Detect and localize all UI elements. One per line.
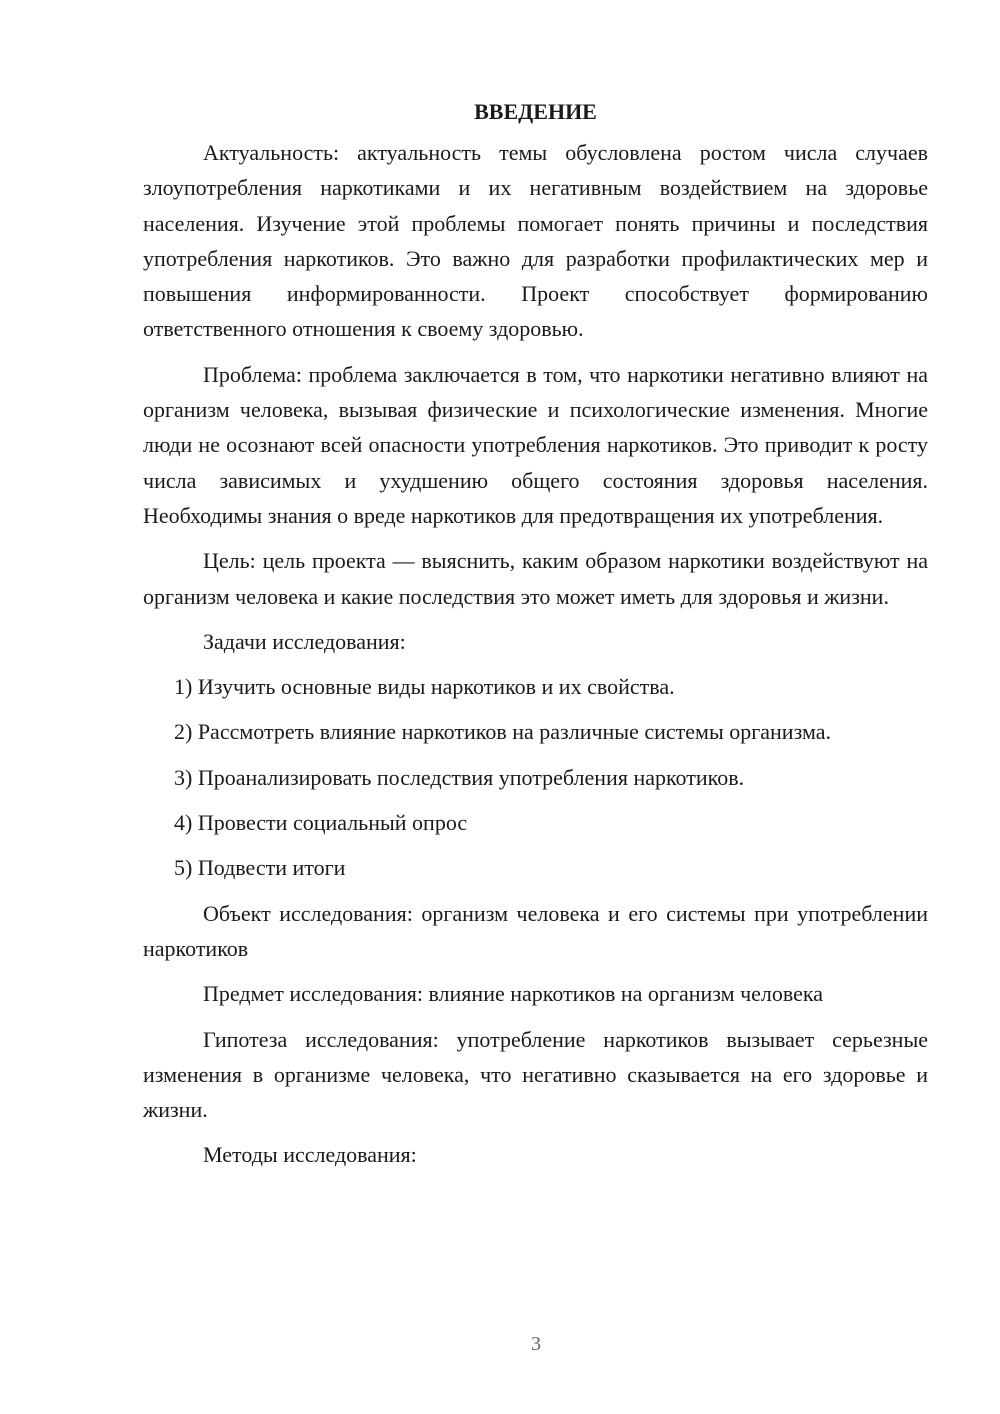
subject-paragraph: Предмет исследования: влияние наркотиков на организм человека xyxy=(203,981,824,1007)
tasks-heading: Задачи исследования: xyxy=(203,628,406,654)
task-list xyxy=(143,669,928,885)
section-title: ВВЕДЕНИЕ xyxy=(474,99,597,124)
hypothesis-paragraph: Гипотеза исследования: употребление наркотиков вызывает серьезные изменения в организме человека, что негативно сказывается на его здоровье и жизни. xyxy=(143,1026,928,1123)
task-item-2: 2) Рассмотреть влияние наркотиков на различные системы организма. xyxy=(174,719,831,745)
page-number: 3 xyxy=(531,1333,541,1355)
task-item-4: 4) Провести социальный опрос xyxy=(174,810,468,836)
task-item-3: 3) Проанализировать последствия употребления наркотиков. xyxy=(174,764,745,790)
task-item-1: 1) Изучить основные виды наркотиков и их свойства. xyxy=(174,674,675,700)
page-content xyxy=(143,94,928,1183)
methods-heading: Методы исследования: xyxy=(203,1142,417,1168)
task-item-5: 5) Подвести итоги xyxy=(174,855,346,881)
object-paragraph: Объект исследования: организм человека и его системы при употреблении наркотиков xyxy=(143,900,928,961)
goal-paragraph: Цель: цель проекта — выяснить, каким образом наркотики воздействуют на организм человека и какие последствия это может иметь для здоровья и жизни. xyxy=(143,548,928,609)
relevance-paragraph: Актуальность: актуальность темы обусловлена ростом числа случаев злоупотребления наркотиками и их негативным воздействием на здоровье населения. Изучение этой проблемы помогает понять причины и последствия употребления наркотиков. Это важно для разработки профилактических мер и повышения информированности. Проект способствует формированию ответственного отношения к своему здоровью. xyxy=(143,140,928,342)
problem-paragraph: Проблема: проблема заключается в том, что наркотики негативно влияют на организм человека, вызывая физические и психологические изменения. Многие люди не осознают всей опасности употребления наркотиков. Это приводит к росту числа зависимых и ухудшению общего состояния здоровья населения. Необходимы знания о вреде наркотиков для предотвращения их употребления. xyxy=(143,361,928,528)
